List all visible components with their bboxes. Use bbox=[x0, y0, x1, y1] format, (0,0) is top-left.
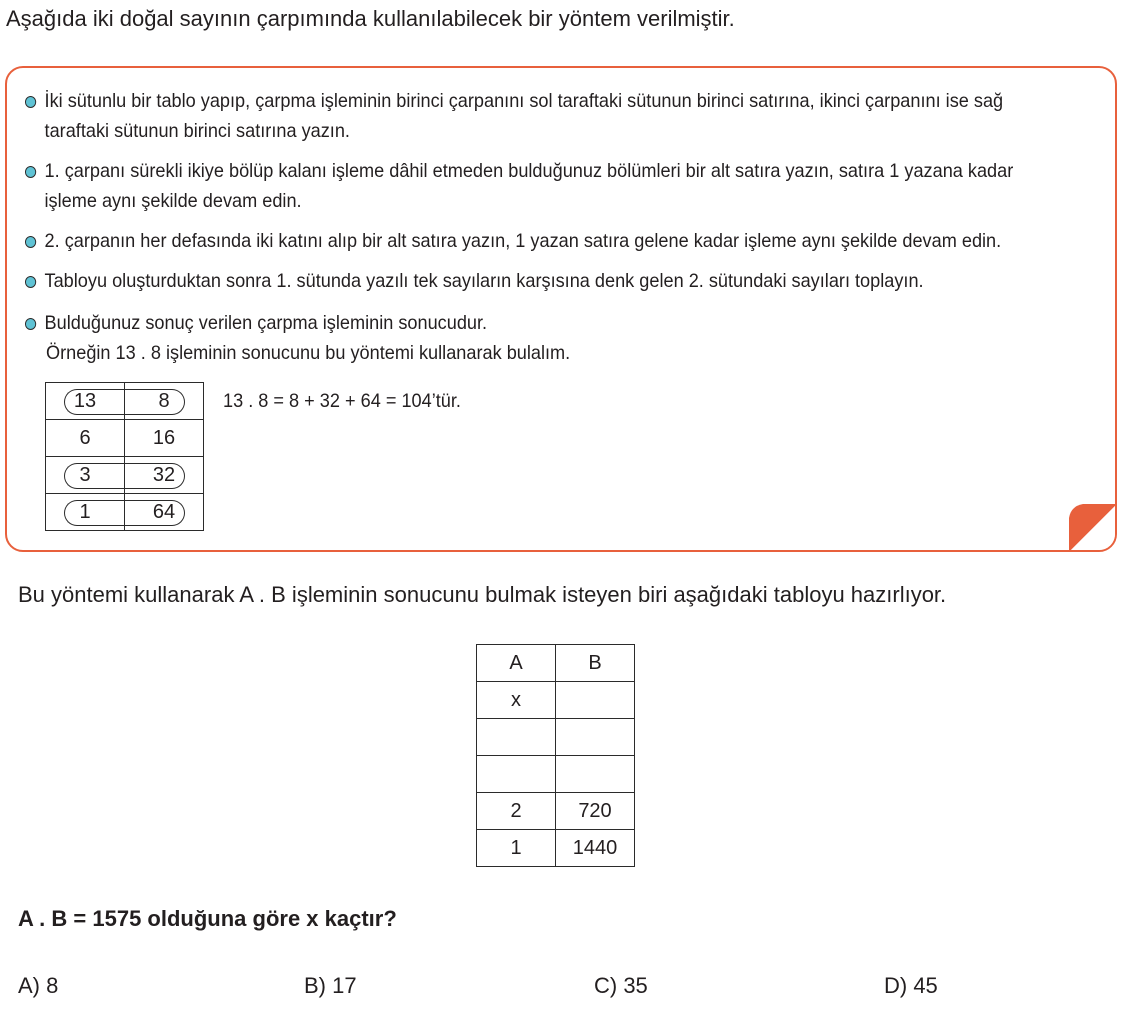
ab-cell bbox=[556, 719, 635, 756]
example-cell-left bbox=[46, 457, 125, 494]
bullet-line: 1. çarpanı sürekli ikiye bölüp kalanı işleme dâhil etmeden bulduğunuz bölümleri bir alt satıra yazın, satıra 1 yazana kadar bbox=[44, 160, 1014, 182]
question-prompt: A . B = 1575 olduğuna göre x kaçtır? bbox=[18, 906, 397, 931]
ab-header-cell: A bbox=[477, 645, 556, 682]
bullet-dot-icon bbox=[25, 96, 36, 108]
ab-cell: 1 bbox=[477, 830, 556, 867]
option-c[interactable]: C) 35 bbox=[594, 973, 648, 998]
option-a[interactable]: A) 8 bbox=[18, 973, 59, 998]
ab-row bbox=[477, 830, 635, 867]
bullet-line: 2. çarpanın her defasında iki katını alıp bir alt satıra yazın, 1 yazan satıra gelene kadar işleme aynı şekilde devam edin. bbox=[44, 230, 1002, 252]
bullet-dot-icon bbox=[25, 236, 36, 248]
circle-mark bbox=[123, 389, 185, 415]
example-table bbox=[45, 382, 204, 531]
example-cell-left bbox=[46, 420, 125, 457]
bullet-dot-icon bbox=[25, 318, 36, 330]
ab-cell bbox=[556, 682, 635, 719]
example-cell-value: 1 bbox=[79, 500, 91, 523]
bullet-line: taraftaki sütunun birinci satırına yazın. bbox=[44, 120, 350, 142]
bullet-line: Tabloyu oluşturduktan sonra 1. sütunda yazılı tek sayıların karşısına denk gelen 2. sütundaki sayıları toplayın. bbox=[44, 270, 924, 292]
example-cell-left bbox=[46, 494, 125, 531]
ab-table bbox=[476, 644, 635, 867]
ab-row bbox=[477, 756, 635, 793]
example-cell-left bbox=[46, 383, 125, 420]
example-cell-value: 8 bbox=[158, 389, 170, 412]
example-cell-right bbox=[125, 383, 204, 420]
example-cell-value: 13 bbox=[73, 389, 97, 412]
ab-cell: x bbox=[477, 682, 556, 719]
ab-row bbox=[477, 682, 635, 719]
bullet-dot-icon bbox=[25, 166, 36, 178]
example-cell-value: 64 bbox=[152, 500, 176, 523]
example-cell-right bbox=[125, 457, 204, 494]
bullet-dot-icon bbox=[25, 276, 36, 288]
ab-cell: 1440 bbox=[556, 830, 635, 867]
example-row bbox=[46, 383, 204, 420]
ab-row bbox=[477, 719, 635, 756]
example-cell-value: 32 bbox=[152, 463, 176, 486]
option-d[interactable]: D) 45 bbox=[884, 973, 938, 998]
option-b[interactable]: B) 17 bbox=[304, 973, 357, 998]
ab-header-cell: B bbox=[556, 645, 635, 682]
ab-cell: 720 bbox=[556, 793, 635, 830]
intro-text: Aşağıda iki doğal sayının çarpımında kullanılabilecek bir yöntem verilmiştir. bbox=[6, 6, 735, 31]
example-cell-right bbox=[125, 494, 204, 531]
example-row bbox=[46, 494, 204, 531]
example-cell-value: 16 bbox=[152, 426, 176, 449]
page-curl-icon bbox=[1069, 504, 1117, 552]
example-row bbox=[46, 420, 204, 457]
example-row bbox=[46, 457, 204, 494]
example-cell-value: 6 bbox=[79, 426, 91, 449]
example-intro: Örneğin 13 . 8 işleminin sonucunu bu yöntemi kullanarak bulalım. bbox=[46, 342, 571, 364]
example-cell-right bbox=[125, 420, 204, 457]
question-text: Bu yöntemi kullanarak A . B işleminin sonucunu bulmak isteyen biri aşağıdaki tabloyu hazırlıyor. bbox=[18, 582, 947, 607]
method-box bbox=[5, 66, 1117, 552]
bullet-line: Bulduğunuz sonuç verilen çarpma işleminin sonucudur. bbox=[44, 312, 488, 334]
ab-cell: 2 bbox=[477, 793, 556, 830]
ab-cell bbox=[477, 719, 556, 756]
bullet-line: işleme aynı şekilde devam edin. bbox=[44, 190, 302, 212]
example-cell-value: 3 bbox=[79, 463, 91, 486]
circle-mark bbox=[64, 463, 126, 489]
ab-cell bbox=[556, 756, 635, 793]
example-equation: 13 . 8 = 8 + 32 + 64 = 104’tür. bbox=[223, 390, 461, 412]
ab-row bbox=[477, 793, 635, 830]
ab-cell bbox=[477, 756, 556, 793]
bullet-line: İki sütunlu bir tablo yapıp, çarpma işleminin birinci çarpanını sol taraftaki sütunun birinci satırına, ikinci çarpanını ise sağ bbox=[44, 90, 1004, 112]
circle-mark bbox=[64, 500, 126, 526]
ab-header-row bbox=[477, 645, 635, 682]
